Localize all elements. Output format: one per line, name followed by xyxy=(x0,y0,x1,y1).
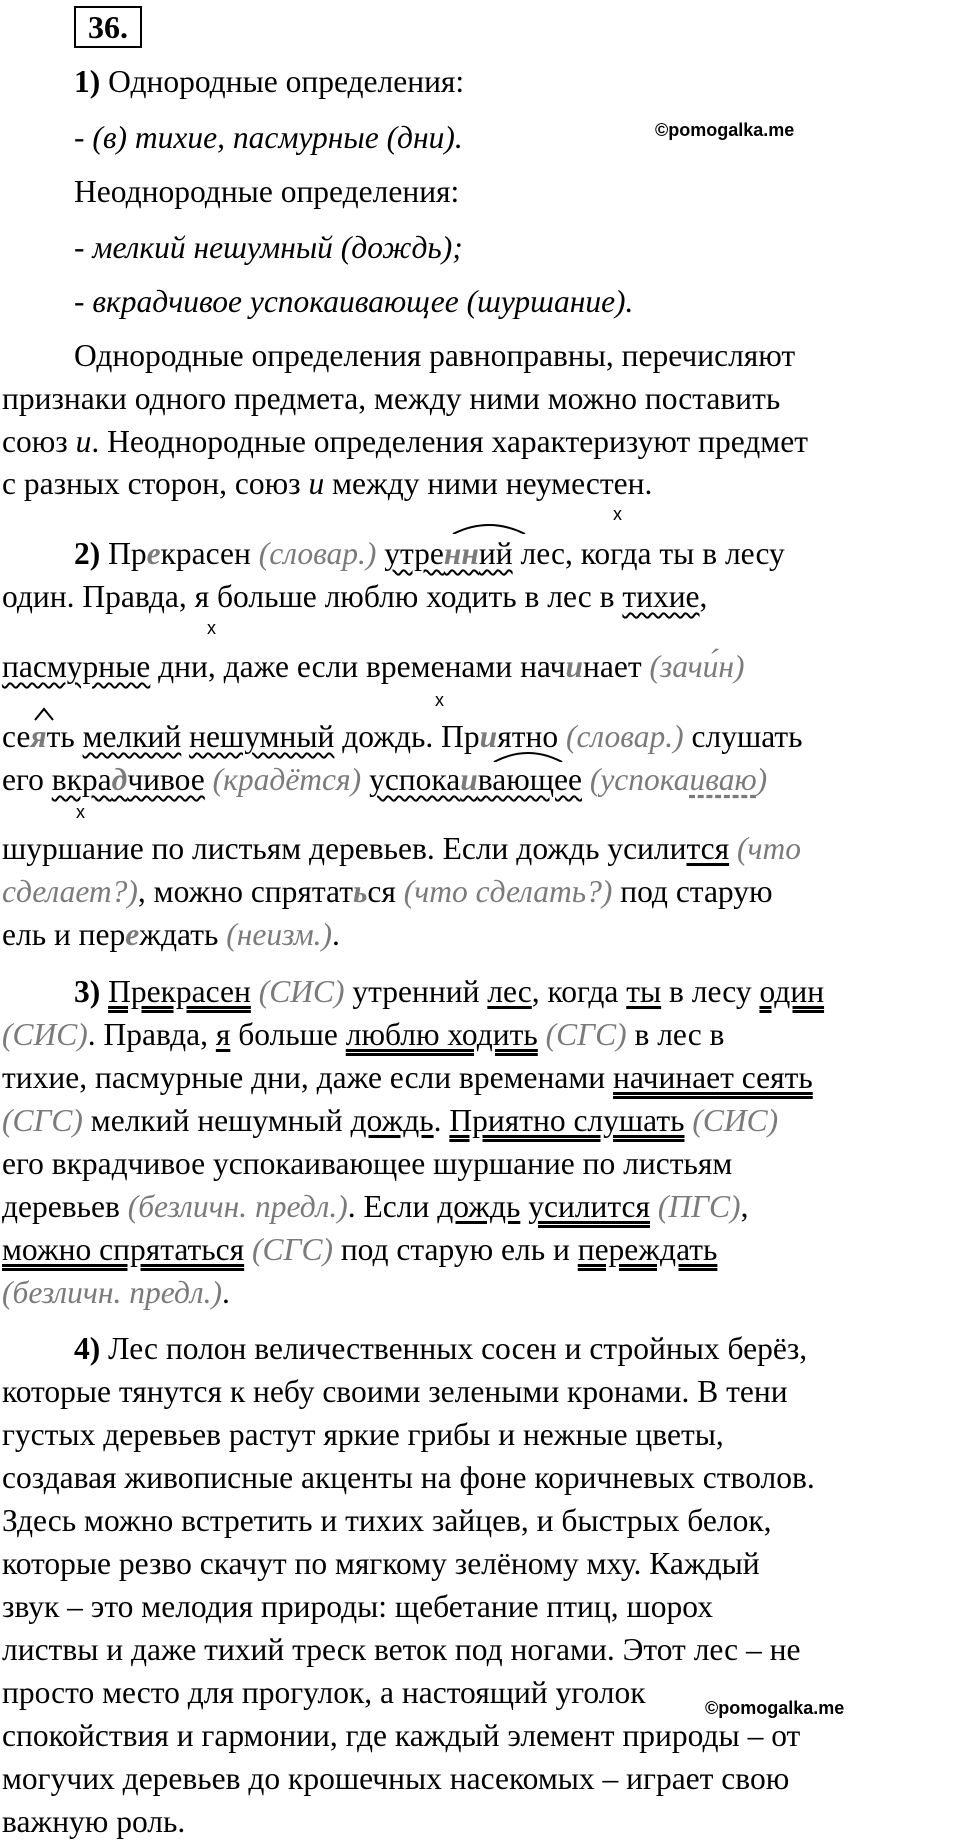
part4-line-8: листвы и даже тихий треск веток под ногами. Этот лес – не xyxy=(2,1632,801,1667)
explanation-line-3: союз и. Неоднородные определения характеризуют предмет xyxy=(2,424,808,459)
heterog-example-1: - мелкий нешумный (дождь); xyxy=(74,230,463,265)
part4-line-9: просто место для прогулок, а настоящий уголок xyxy=(2,1675,646,1710)
part3-line-6: деревьев (безличн. предл.). Если дождь усилится (ПГС), xyxy=(2,1189,749,1224)
part1-line-1 xyxy=(74,62,464,102)
root-arc-mark xyxy=(451,520,527,534)
part4-line-3: густых деревьев растут яркие грибы и нежные цветы, xyxy=(2,1417,724,1452)
part2-line-2: один. Правда, я больше люблю ходить в лес в тихие, xyxy=(2,579,708,614)
part4-line-11: могучих деревьев до крошечных насекомых – играет свою xyxy=(2,1761,790,1796)
part2-line-7: сделает?), можно спрятаться (что сделать?) под старую xyxy=(2,874,773,909)
part4-line-1: 4) Лес полон величественных сосен и стройных берёз, xyxy=(74,1331,808,1366)
explanation-line-2: признаки одного предмета, между ними можно поставить xyxy=(2,381,781,416)
x-mark-1: x xyxy=(613,504,622,524)
part4-line-7: звук – это мелодия природы: щебетание птиц, шорох xyxy=(2,1589,713,1624)
part3-line-4: (СГС) мелкий нешумный дождь. Приятно слушать (СИС) xyxy=(2,1103,779,1138)
x-mark-4: x xyxy=(76,802,85,822)
homog-title: Однородные определения: xyxy=(108,64,465,99)
part2-line-4: сеять мелкий нешумный дождь. Приятно (словар.) слушать xyxy=(2,719,803,754)
part4-line-2: которые тянутся к небу своими зелеными кронами. В тени xyxy=(2,1374,788,1409)
part2-line-5: его вкрадчивое (крадётся) успокаивающее (успокаиваю) xyxy=(2,762,768,797)
x-mark-3: x xyxy=(435,690,444,710)
part3-line-7: можно спрятаться (СГС) под старую ель и переждать xyxy=(2,1232,718,1267)
part2-line-1: 2) Прекрасен (словар.) утренний лес, когда ты в лесу xyxy=(74,536,785,571)
part2-line-6: шуршание по листьям деревьев. Если дождь усилится (что xyxy=(2,831,801,866)
part4-line-10: спокойствия и гармонии, где каждый элемент природы – от xyxy=(2,1718,801,1753)
part4-line-12: важную роль. xyxy=(2,1804,186,1839)
x-mark-2: x xyxy=(207,618,216,638)
part4-line-4: создавая живописные акценты на фоне коричневых стволов. xyxy=(2,1460,815,1495)
watermark-bottom: ©pomogalka.me xyxy=(705,1698,845,1718)
part1-number: 1) xyxy=(74,64,101,99)
watermark-top: ©pomogalka.me xyxy=(655,120,795,140)
part3-line-1: 3) Прекрасен (СИС) утренний лес, когда ты в лесу один xyxy=(74,974,825,1009)
part3-line-3: тихие, пасмурные дни, даже если временами начинает сеять xyxy=(2,1060,813,1095)
part3-line-2: (СИС). Правда, я больше люблю ходить (СГС) в лес в xyxy=(2,1017,725,1052)
heterog-title: Неоднородные определения: xyxy=(74,174,460,209)
part3-line-5: его вкрадчивое успокаивающее шуршание по листьям xyxy=(2,1146,733,1181)
part2-line-3: пасмурные дни, даже если временами начинает (зачи́н) xyxy=(2,649,745,684)
task-number: 36. xyxy=(74,6,142,48)
homog-example: - (в) тихие, пасмурные (дни). xyxy=(74,120,463,155)
explanation-line-1: Однородные определения равноправны, перечисляют xyxy=(74,338,796,373)
part4-line-5: Здесь можно встретить и тихих зайцев, и быстрых белок, xyxy=(2,1503,772,1538)
part2-line-8: ель и переждать (неизм.). xyxy=(2,917,340,952)
explanation-line-4: с разных сторон, союз и между ними неуместен. xyxy=(2,466,653,501)
part4-line-6: которые резво скачут по мягкому зелёному мху. Каждый xyxy=(2,1546,760,1581)
part3-line-8: (безличн. предл.). xyxy=(2,1275,230,1310)
heterog-example-2: - вкрадчивое успокаивающее (шуршание). xyxy=(74,284,634,319)
